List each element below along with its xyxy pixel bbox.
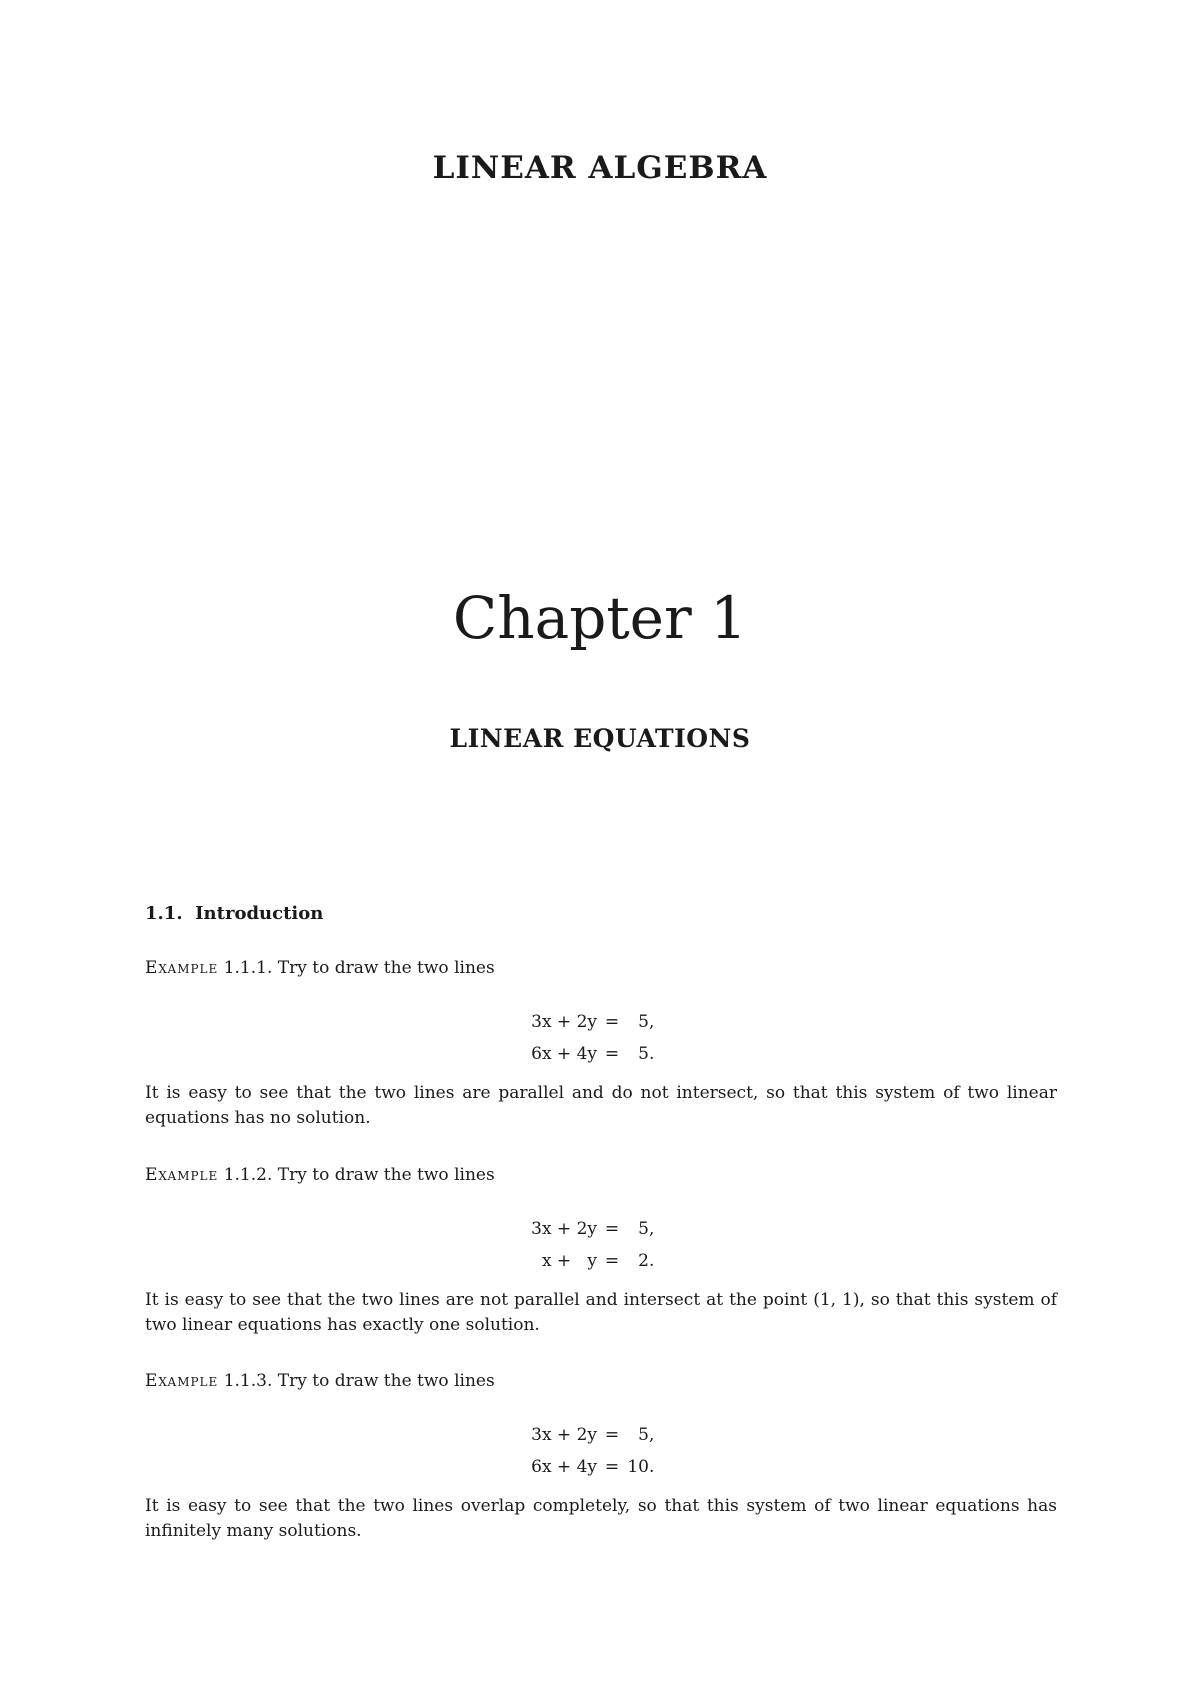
equation-punctuation: . <box>649 1457 655 1477</box>
chapter-label: Chapter 1 <box>452 584 748 652</box>
section-heading <box>145 903 323 924</box>
chapter-title: LINEAR EQUATIONS <box>449 724 751 753</box>
page-header: LINEAR ALGEBRA <box>432 150 768 186</box>
equation-lhs: 6x + 4y <box>531 1044 597 1064</box>
equation-punctuation: , <box>649 1425 655 1445</box>
example-label: Example <box>145 1165 219 1185</box>
equals-sign: = <box>604 1044 620 1064</box>
example-prompt: Try to draw the two lines <box>277 1165 495 1185</box>
equation-system <box>480 1419 720 1483</box>
equation-punctuation: . <box>649 1044 655 1064</box>
equation-punctuation: , <box>649 1012 655 1032</box>
example-conclusion: It is easy to see that the two lines are parallel and do not intersect, so that this system of two linear equations has no solution. <box>145 1083 1057 1128</box>
equation-rhs: 10 <box>627 1457 649 1477</box>
equation-rhs: 5 <box>638 1044 649 1064</box>
equals-sign: = <box>604 1012 620 1032</box>
equation <box>480 1006 720 1038</box>
equation-rhs: 5 <box>638 1012 649 1032</box>
equation-rhs: 2 <box>638 1251 649 1271</box>
example-prompt: Try to draw the two lines <box>277 1371 495 1391</box>
equation <box>480 1419 720 1451</box>
equation-punctuation: . <box>649 1251 655 1271</box>
equation <box>480 1451 720 1483</box>
equation-lhs: 3x + 2y <box>531 1425 597 1445</box>
section-number: 1.1. <box>145 903 183 924</box>
equation-system <box>480 1006 720 1070</box>
example-conclusion: It is easy to see that the two lines are not parallel and intersect at the point (1, 1), so that this system of two linear equations has exactly one solution. <box>145 1290 1057 1335</box>
equation-lhs: 6x + 4y <box>531 1457 597 1477</box>
example-number: 1.1.1. <box>223 958 273 978</box>
example-prompt: Try to draw the two lines <box>277 958 495 978</box>
example-heading <box>145 1165 495 1185</box>
equation-lhs: 3x + 2y <box>531 1012 597 1032</box>
example-label: Example <box>145 958 219 978</box>
equation-rhs: 5 <box>638 1425 649 1445</box>
example-heading <box>145 1371 495 1391</box>
equation <box>480 1038 720 1070</box>
equation-system <box>480 1213 720 1277</box>
example-heading <box>145 958 495 978</box>
equals-sign: = <box>604 1425 620 1445</box>
equation-lhs: 3x + 2y <box>531 1219 597 1239</box>
equation <box>480 1213 720 1245</box>
example-conclusion: It is easy to see that the two lines overlap completely, so that this system of two linear equations has infinitely many solutions. <box>145 1496 1057 1541</box>
section-title: Introduction <box>195 903 324 924</box>
example-label: Example <box>145 1371 219 1391</box>
equation-lhs: x + y <box>541 1251 597 1271</box>
example-number: 1.1.3. <box>223 1371 273 1391</box>
equals-sign: = <box>604 1457 620 1477</box>
example-number: 1.1.2. <box>223 1165 273 1185</box>
equals-sign: = <box>604 1251 620 1271</box>
equation-rhs: 5 <box>638 1219 649 1239</box>
equation-punctuation: , <box>649 1219 655 1239</box>
equation <box>480 1245 720 1277</box>
equals-sign: = <box>604 1219 620 1239</box>
